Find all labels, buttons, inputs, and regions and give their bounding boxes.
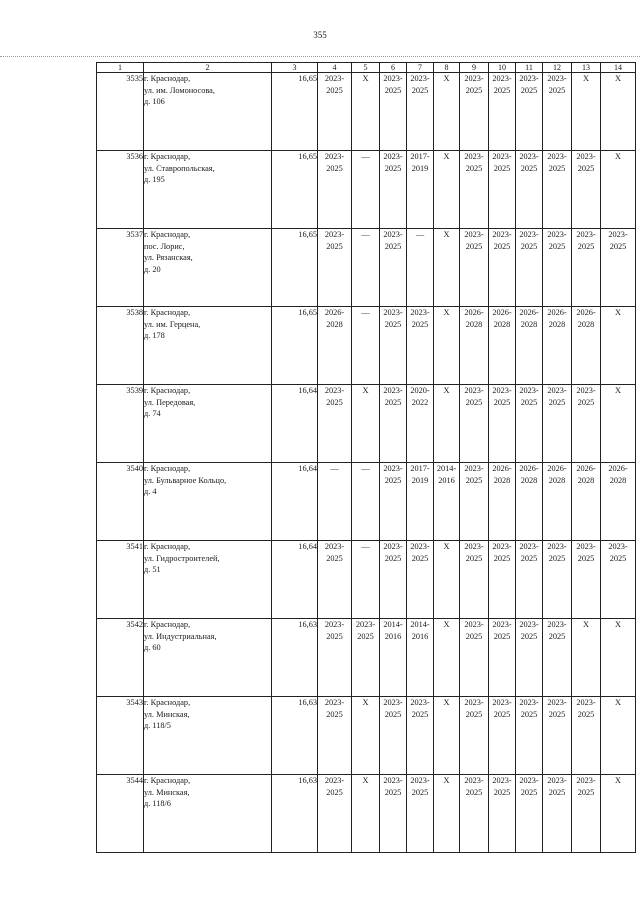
value-cell: 16,65: [272, 229, 318, 307]
period-cell-col-6: 2023- 2025: [380, 697, 407, 775]
address-line: г. Краснодар,: [144, 542, 191, 551]
period-cell-col-9: 2023- 2025: [460, 385, 489, 463]
period-cell-col-9: 2023- 2025: [460, 775, 489, 853]
period-cell-col-8: X: [434, 151, 460, 229]
value-cell: 16,63: [272, 619, 318, 697]
table-row: [97, 619, 636, 697]
column-header-5: 5: [352, 63, 380, 73]
row-number: 3540: [97, 463, 144, 541]
period-cell-col-12: 2026- 2028: [543, 463, 572, 541]
page-number: 355: [313, 30, 327, 40]
period-cell-col-14: X: [601, 151, 636, 229]
period-cell-col-11: 2023- 2025: [516, 541, 543, 619]
address-line: д. 74: [144, 409, 161, 419]
period-cell-col-10: 2026- 2028: [489, 463, 516, 541]
table-row: [97, 229, 636, 307]
period-cell-col-9: 2023- 2025: [460, 151, 489, 229]
period-cell-col-14: X: [601, 697, 636, 775]
period-cell-col-5: 2023- 2025: [352, 619, 380, 697]
period-cell-col-10: 2023- 2025: [489, 619, 516, 697]
row-number: 3542: [97, 619, 144, 697]
row-number: 3538: [97, 307, 144, 385]
column-header-6: 6: [380, 63, 407, 73]
period-cell-col-13: 2023- 2025: [572, 385, 601, 463]
period-cell-col-7: —: [407, 229, 434, 307]
period-cell-col-13: X: [572, 73, 601, 151]
period-cell-col-5: —: [352, 307, 380, 385]
table-row: [97, 541, 636, 619]
period-cell-col-7: 2020- 2022: [407, 385, 434, 463]
value-cell: 16,64: [272, 385, 318, 463]
period-cell-col-14: 2026- 2028: [601, 463, 636, 541]
period-cell-col-12: 2023- 2025: [543, 775, 572, 853]
row-number: 3537: [97, 229, 144, 307]
address-line: г. Краснодар,: [144, 464, 191, 473]
period-cell-col-9: 2023- 2025: [460, 463, 489, 541]
period-cell-col-4: —: [318, 463, 352, 541]
period-cell-col-7: 2023- 2025: [407, 307, 434, 385]
period-cell-col-14: 2023- 2025: [601, 229, 636, 307]
period-cell-col-5: —: [352, 151, 380, 229]
period-cell-col-6: 2023- 2025: [380, 541, 407, 619]
table-row: [97, 463, 636, 541]
address-line: д. 51: [144, 565, 161, 575]
period-cell-col-7: 2023- 2025: [407, 697, 434, 775]
period-cell-col-4: 2023- 2025: [318, 697, 352, 775]
period-cell-col-11: 2026- 2028: [516, 307, 543, 385]
address-line: ул. Минская,: [144, 787, 190, 797]
period-cell-col-11: 2023- 2025: [516, 775, 543, 853]
value-cell: 16,64: [272, 463, 318, 541]
period-cell-col-12: 2023- 2025: [543, 385, 572, 463]
address-line: ул. Ставропольская,: [144, 163, 215, 173]
period-cell-col-6: 2023- 2025: [380, 385, 407, 463]
period-cell-col-4: 2023- 2025: [318, 541, 352, 619]
period-cell-col-6: 2023- 2025: [380, 463, 407, 541]
period-cell-col-14: 2023- 2025: [601, 541, 636, 619]
column-header-3: 3: [272, 63, 318, 73]
address-line: г. Краснодар,: [144, 698, 191, 707]
address-line: д. 4: [144, 487, 157, 497]
period-cell-col-11: 2023- 2025: [516, 619, 543, 697]
address-line: ул. Индустриальная,: [144, 631, 217, 641]
header-rule: [0, 56, 640, 57]
address-line: г. Краснодар,: [144, 230, 191, 239]
period-cell-col-13: X: [572, 619, 601, 697]
period-cell-col-6: 2023- 2025: [380, 307, 407, 385]
address-cell: [144, 697, 272, 775]
period-cell-col-13: 2023- 2025: [572, 229, 601, 307]
value-cell: 16,64: [272, 541, 318, 619]
address-cell: [144, 73, 272, 151]
period-cell-col-5: —: [352, 229, 380, 307]
row-number: 3544: [97, 775, 144, 853]
address-line: г. Краснодар,: [144, 308, 191, 317]
period-cell-col-14: X: [601, 73, 636, 151]
period-cell-col-12: 2023- 2025: [543, 229, 572, 307]
period-cell-col-9: 2023- 2025: [460, 697, 489, 775]
period-cell-col-8: X: [434, 619, 460, 697]
row-number: 3539: [97, 385, 144, 463]
period-cell-col-11: 2023- 2025: [516, 229, 543, 307]
period-cell-col-6: 2014- 2016: [380, 619, 407, 697]
period-cell-col-9: 2023- 2025: [460, 73, 489, 151]
period-cell-col-8: X: [434, 775, 460, 853]
period-cell-col-4: 2023- 2025: [318, 619, 352, 697]
address-cell: [144, 775, 272, 853]
address-line: г. Краснодар,: [144, 776, 191, 785]
period-cell-col-10: 2023- 2025: [489, 151, 516, 229]
table-body: [97, 73, 636, 853]
period-cell-col-14: X: [601, 775, 636, 853]
address-line: г. Краснодар,: [144, 74, 191, 83]
period-cell-col-4: 2023- 2025: [318, 229, 352, 307]
period-cell-col-13: 2023- 2025: [572, 775, 601, 853]
period-cell-col-8: X: [434, 73, 460, 151]
period-cell-col-8: X: [434, 229, 460, 307]
period-cell-col-5: X: [352, 385, 380, 463]
period-cell-col-10: 2023- 2025: [489, 73, 516, 151]
address-line: ул. Гидростроителей,: [144, 553, 220, 563]
period-cell-col-8: X: [434, 541, 460, 619]
period-cell-col-8: X: [434, 697, 460, 775]
table-row: [97, 697, 636, 775]
period-cell-col-11: 2023- 2025: [516, 151, 543, 229]
value-cell: 16,65: [272, 151, 318, 229]
period-cell-col-14: X: [601, 385, 636, 463]
period-cell-col-12: 2023- 2025: [543, 151, 572, 229]
address-line: ул. им. Герцена,: [144, 319, 201, 329]
period-cell-col-5: X: [352, 775, 380, 853]
period-cell-col-6: 2023- 2025: [380, 151, 407, 229]
table-row: [97, 73, 636, 151]
address-cell: [144, 541, 272, 619]
period-cell-col-8: X: [434, 307, 460, 385]
period-cell-col-12: 2023- 2025: [543, 697, 572, 775]
row-number: 3536: [97, 151, 144, 229]
period-cell-col-12: 2023- 2025: [543, 73, 572, 151]
period-cell-col-10: 2023- 2025: [489, 697, 516, 775]
address-line: ул. Передовая,: [144, 397, 196, 407]
period-cell-col-9: 2026- 2028: [460, 307, 489, 385]
address-line: г. Краснодар,: [144, 386, 191, 395]
table-row: [97, 307, 636, 385]
period-cell-col-8: X: [434, 385, 460, 463]
period-cell-col-10: 2026- 2028: [489, 307, 516, 385]
period-cell-col-4: 2023- 2025: [318, 151, 352, 229]
column-header-2: 2: [144, 63, 272, 73]
period-cell-col-4: 2023- 2025: [318, 73, 352, 151]
period-cell-col-4: 2026- 2028: [318, 307, 352, 385]
column-header-4: 4: [318, 63, 352, 73]
column-header-9: 9: [460, 63, 489, 73]
address-line: д. 106: [144, 97, 165, 107]
period-cell-col-4: 2023- 2025: [318, 775, 352, 853]
table-row: [97, 385, 636, 463]
period-cell-col-9: 2023- 2025: [460, 541, 489, 619]
period-cell-col-9: 2023- 2025: [460, 619, 489, 697]
address-cell: [144, 385, 272, 463]
value-cell: 16,63: [272, 775, 318, 853]
address-line: ул. Рязанская,: [144, 253, 193, 263]
column-header-13: 13: [572, 63, 601, 73]
column-header-12: 12: [543, 63, 572, 73]
row-number: 3541: [97, 541, 144, 619]
row-number: 3543: [97, 697, 144, 775]
period-cell-col-7: 2023- 2025: [407, 73, 434, 151]
address-line: д. 178: [144, 331, 165, 341]
value-cell: 16,65: [272, 73, 318, 151]
column-header-7: 7: [407, 63, 434, 73]
period-cell-col-7: 2023- 2025: [407, 775, 434, 853]
period-cell-col-6: 2023- 2025: [380, 775, 407, 853]
address-line: ул. им. Ломоносова,: [144, 85, 215, 95]
period-cell-col-7: 2014- 2016: [407, 619, 434, 697]
period-cell-col-6: 2023- 2025: [380, 229, 407, 307]
period-cell-col-7: 2017- 2019: [407, 151, 434, 229]
address-cell: [144, 619, 272, 697]
address-cell: [144, 463, 272, 541]
period-cell-col-5: X: [352, 73, 380, 151]
row-number: 3535: [97, 73, 144, 151]
column-header-10: 10: [489, 63, 516, 73]
period-cell-col-12: 2023- 2025: [543, 541, 572, 619]
period-cell-col-11: 2023- 2025: [516, 697, 543, 775]
period-cell-col-13: 2023- 2025: [572, 151, 601, 229]
period-cell-col-11: 2026- 2028: [516, 463, 543, 541]
period-cell-col-7: 2017- 2019: [407, 463, 434, 541]
period-cell-col-13: 2026- 2028: [572, 463, 601, 541]
address-cell: [144, 229, 272, 307]
period-cell-col-11: 2023- 2025: [516, 385, 543, 463]
period-cell-col-10: 2023- 2025: [489, 229, 516, 307]
address-line: ул. Бульварное Кольцо,: [144, 475, 227, 485]
column-header-1: 1: [97, 63, 144, 73]
value-cell: 16,65: [272, 307, 318, 385]
period-cell-col-9: 2023- 2025: [460, 229, 489, 307]
address-line: д. 60: [144, 643, 161, 653]
period-cell-col-13: 2026- 2028: [572, 307, 601, 385]
column-number-row: [97, 63, 636, 73]
address-line: г. Краснодар,: [144, 620, 191, 629]
period-cell-col-6: 2023- 2025: [380, 73, 407, 151]
period-cell-col-10: 2023- 2025: [489, 775, 516, 853]
address-cell: [144, 151, 272, 229]
address-line: д. 195: [144, 175, 165, 185]
address-line: д. 118/5: [144, 721, 171, 731]
address-cell: [144, 307, 272, 385]
table-row: [97, 775, 636, 853]
value-cell: 16,63: [272, 697, 318, 775]
address-line: г. Краснодар,: [144, 152, 191, 161]
address-line: пос. Лорис,: [144, 241, 185, 251]
period-cell-col-12: 2026- 2028: [543, 307, 572, 385]
table-row: [97, 151, 636, 229]
period-cell-col-13: 2023- 2025: [572, 697, 601, 775]
period-cell-col-7: 2023- 2025: [407, 541, 434, 619]
address-line: ул. Минская,: [144, 709, 190, 719]
period-cell-col-5: —: [352, 463, 380, 541]
period-cell-col-12: 2023- 2025: [543, 619, 572, 697]
period-cell-col-8: 2014- 2016: [434, 463, 460, 541]
period-cell-col-10: 2023- 2025: [489, 541, 516, 619]
period-cell-col-4: 2023- 2025: [318, 385, 352, 463]
address-line: д. 20: [144, 264, 161, 274]
period-cell-col-5: —: [352, 541, 380, 619]
register-table: [96, 62, 636, 853]
period-cell-col-11: 2023- 2025: [516, 73, 543, 151]
column-header-14: 14: [601, 63, 636, 73]
period-cell-col-14: X: [601, 619, 636, 697]
column-header-11: 11: [516, 63, 543, 73]
period-cell-col-14: X: [601, 307, 636, 385]
period-cell-col-10: 2023- 2025: [489, 385, 516, 463]
address-line: д. 118/6: [144, 799, 171, 809]
period-cell-col-5: X: [352, 697, 380, 775]
period-cell-col-13: 2023- 2025: [572, 541, 601, 619]
column-header-8: 8: [434, 63, 460, 73]
